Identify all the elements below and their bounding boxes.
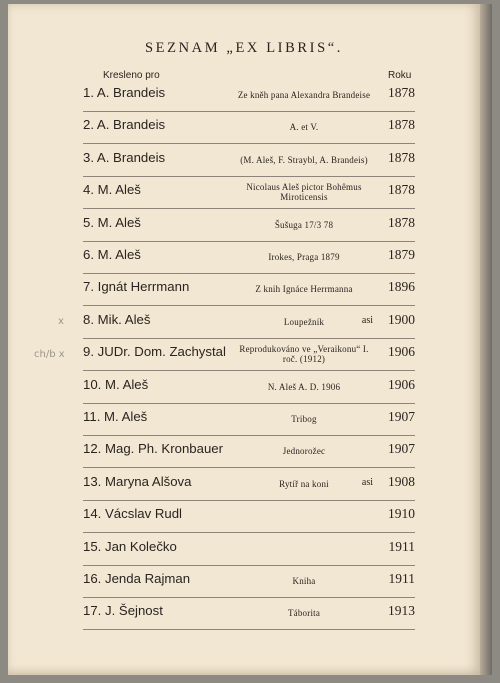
year: 1907 (388, 441, 415, 457)
list-item (83, 338, 415, 371)
exlibris-inscription: A. et V. (289, 122, 319, 133)
year: 1911 (388, 538, 415, 554)
list-item (83, 597, 415, 630)
year: 1896 (388, 279, 415, 295)
list-item (83, 79, 415, 112)
year: 1878 (388, 85, 415, 100)
column-header-year: Roku (388, 70, 412, 81)
list-item (83, 468, 415, 501)
owner-name: 11. M. Aleš (83, 409, 148, 424)
owner-name: 17. J. Šejnost (83, 603, 163, 619)
year: 1900 (388, 311, 415, 327)
owner-name: 9. JUDr. Dom. Zachystal (83, 344, 226, 360)
owner-name: 10. M. Aleš (83, 376, 149, 392)
exlibris-inscription: Loupežník (283, 316, 325, 327)
exlibris-inscription: Ze kněh pana Alexandra Brandeise (237, 90, 371, 100)
owner-name: 7. Ignát Herrmann (83, 279, 190, 295)
list-item (83, 209, 415, 242)
year-approx-prefix: asi (361, 314, 373, 326)
page-title: SEZNAM „EX LIBRIS“. (144, 40, 343, 56)
year: 1878 (388, 117, 415, 133)
owner-name: 16. Jenda Rajman (83, 571, 191, 586)
exlibris-inscription (231, 500, 377, 532)
exlibris-inscription: Kniha (292, 576, 316, 586)
owner-name: 3. A. Brandeis (83, 149, 166, 165)
year: 1878 (388, 214, 415, 230)
list-item (83, 273, 415, 306)
list-item (83, 111, 415, 144)
list-item (83, 435, 415, 468)
exlibris-inscription: Nicolaus Aleš pictor Bohêmus Miroticensis (246, 182, 362, 203)
year: 1907 (388, 409, 415, 424)
year: 1913 (388, 603, 415, 619)
exlibris-inscription (231, 533, 377, 565)
year-approx-prefix: asi (361, 476, 373, 488)
owner-name: 2. A. Brandeis (83, 117, 166, 133)
column-header-designed-for: Kresleno pro (103, 70, 160, 81)
list-item (83, 144, 415, 177)
exlibris-inscription: Tribog (291, 414, 317, 424)
owner-name: 4. M. Aleš (83, 182, 141, 198)
owner-name: 15. Jan Kolečko (83, 538, 177, 554)
exlibris-inscription: Jednorožec (282, 446, 326, 457)
book-page (8, 4, 480, 675)
margin-note-9: ch/b x (34, 349, 65, 360)
year: 1908 (388, 473, 415, 489)
list-item (83, 500, 415, 533)
list-item (83, 403, 415, 436)
list-item (83, 533, 415, 566)
exlibris-inscription: Irokes, Praga 1879 (268, 252, 340, 262)
owner-name: 14. Vácslav Rudl (83, 506, 182, 522)
list-item (83, 176, 415, 209)
exlibris-inscription: N. Aleš A. D. 1906 (267, 381, 341, 392)
list-item (83, 371, 415, 404)
exlibris-inscription: Z knih Ignáce Herrmanna (255, 284, 353, 295)
owner-name: 1. A. Brandeis (83, 85, 166, 100)
exlibris-inscription: (M. Aleš, F. Straybl, A. Brandeis) (240, 154, 368, 165)
year: 1906 (388, 376, 415, 392)
exlibris-inscription: Rytíř na koni (279, 478, 329, 489)
list-item (83, 565, 415, 598)
year: 1878 (388, 182, 415, 198)
owner-name: 12. Mag. Ph. Kronbauer (83, 441, 224, 457)
owner-name: 6. M. Aleš (83, 247, 141, 262)
year: 1910 (388, 506, 415, 522)
year: 1911 (388, 571, 415, 586)
year: 1878 (388, 149, 415, 165)
list-item (83, 241, 415, 274)
year: 1879 (388, 247, 415, 262)
exlibris-inscription: Reprodukováno ve „Veraikonu“ I. roč. (1912) (239, 344, 369, 365)
year: 1906 (388, 344, 415, 360)
list-item (83, 306, 415, 339)
owner-name: 5. M. Aleš (83, 214, 141, 230)
margin-note-8: x (58, 316, 64, 327)
exlibris-inscription: Táborita (287, 608, 321, 619)
book-edge (480, 4, 492, 675)
exlibris-inscription: Šušuga 17/3 78 (274, 219, 334, 230)
owner-name: 8. Mik. Aleš (83, 311, 151, 327)
owner-name: 13. Maryna Alšova (83, 473, 192, 489)
